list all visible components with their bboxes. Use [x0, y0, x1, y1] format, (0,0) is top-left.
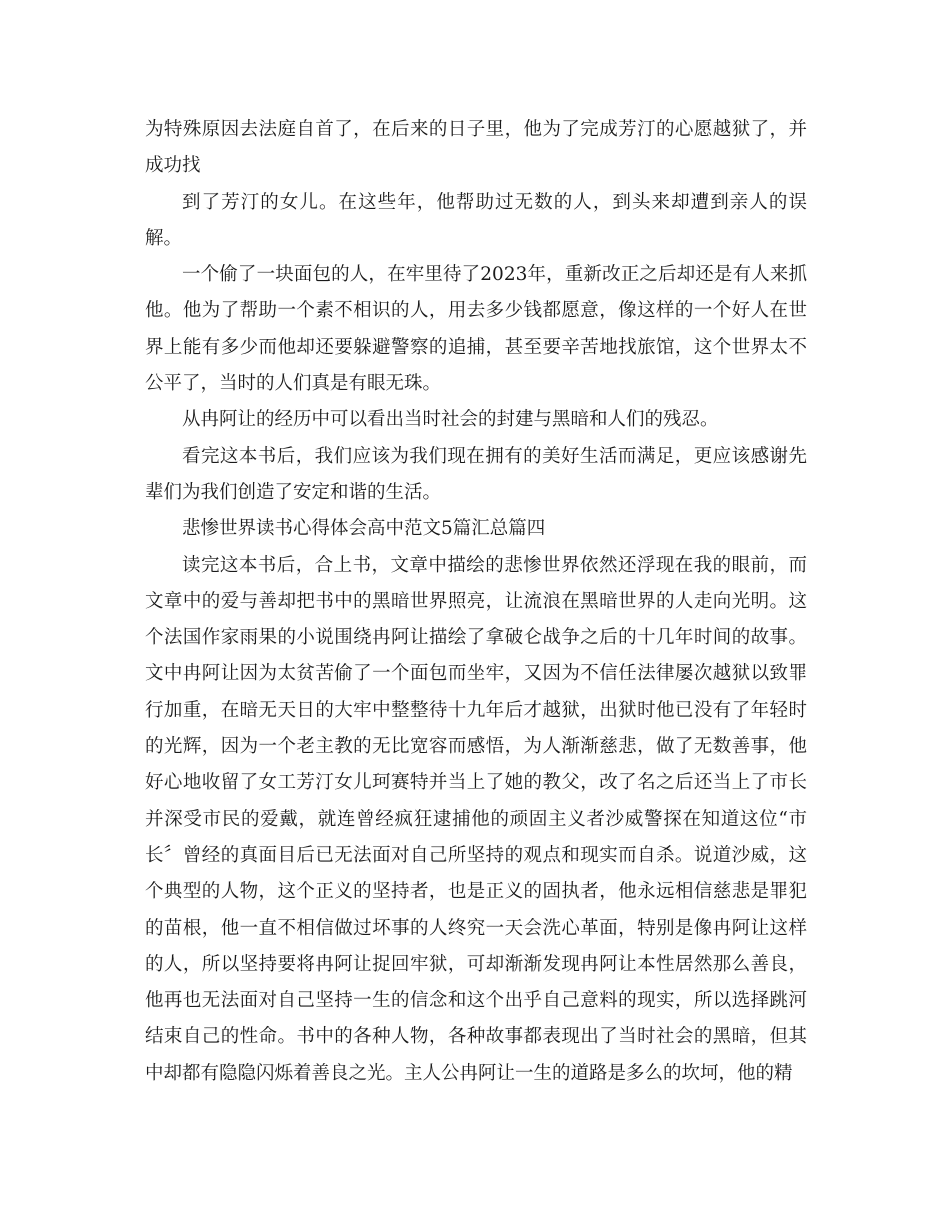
document-body	[145, 112, 807, 1092]
paragraph: 读完这本书后，合上书，文章中描绘的悲惨世界依然还浮现在我的眼前，而文章中的爱与善却把书中的黑暗世界照亮，让流浪在黑暗世界的人走向光明。这个法国作家雨果的小说围绕冉阿让描绘了拿破仑战争之后的十几年时间的故事。文中冉阿让因为太贫苦偷了一个面包而坐牢，又因为不信任法律屡次越狱以致罪行加重，在暗无天日的大牢中整整待十九年后才越狱，出狱时他已没有了年轻时的光辉，因为一个老主教的无比宽容而感悟，为人渐渐慈悲，做了无数善事，他好心地收留了女工芳汀女儿珂赛特并当上了她的教父，改了名之后还当上了市长并深受市民的爱戴，就连曾经疯狂逮捕他的顽固主义者沙威警探在知道这位“市长〞曾经的真面目后已无法面对自己所坚持的观点和现实而自杀。说道沙威，这个典型的人物，这个正义的坚持者，也是正义的固执者，他永远相信慈悲是罪犯的苗根，他一直不相信做过坏事的人终究一天会洗心革面，特别是像冉阿让这样的人，所以坚持要将冉阿让捉回牢狱，可却渐渐发现冉阿让本性居然那么善良，他再也无法面对自己坚持一生的信念和这个出乎自己意料的现实，所以选择跳河结束自己的性命。书中的各种人物，各种故事都表现出了当时社会的黑暗，但其中却都有隐隐闪烁着善良之光。主人公冉阿让一生的道路是多么的坎坷，他的精	[145, 554, 807, 1084]
paragraph-continuation: 为特殊原因去法庭自首了，在后来的日子里，他为了完成芳汀的心愿越狱了，并成功找	[145, 119, 807, 177]
paragraph: 看完这本书后，我们应该为我们现在拥有的美好生活而满足，更应该感谢先辈们为我们创造了安定和谐的生活。	[145, 445, 807, 503]
paragraph: 从冉阿让的经历中可以看出当时社会的封建与黑暗和人们的残忍。	[182, 409, 719, 431]
section-heading: 悲惨世界读书心得体会高中范文5篇汇总篇四	[182, 518, 546, 540]
paragraph: 到了芳汀的女儿。在这些年，他帮助过无数的人，到头来却遭到亲人的误解。	[145, 191, 807, 249]
paragraph: 一个偷了一块面包的人，在牢里待了2023年，重新改正之后却还是有人来抓他。他为了帮助一个素不相识的人，用去多少钱都愿意，像这样的一个好人在世界上能有多少而他却还要躲避警察的追捕，甚至要辛苦地找旅馆，这个世界太不公平了，当时的人们真是有眼无珠。	[145, 264, 807, 395]
